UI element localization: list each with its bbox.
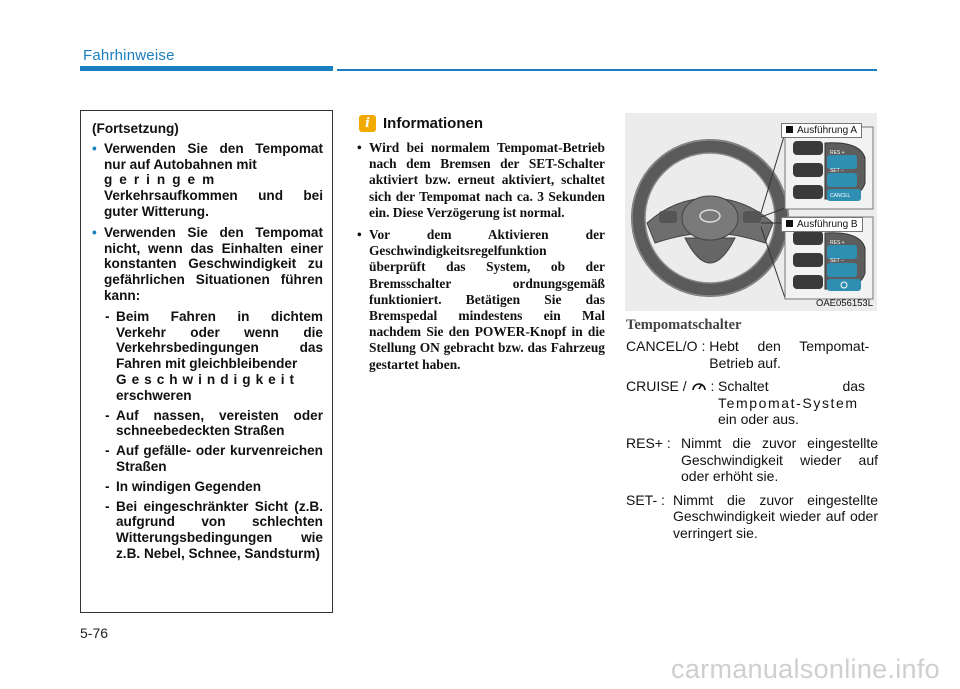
info-body: [357, 140, 605, 379]
info-header: [359, 115, 609, 135]
warning-bullet: • Verwenden Sie den Tempomat nicht, wenn das Einhalten einer konstanten Geschwindigkeit zu gefährlichen Situationen führen kann:: [92, 225, 323, 304]
warning-bullet1-text-c: Verkehrsaufkommen und bei guter Witterung.: [104, 188, 323, 219]
cruise-desc: Nimmt die zuvor eingestellte Geschwindigkeit wieder auf oder verringert sie.: [673, 491, 878, 541]
cruise-speedometer-icon: [691, 379, 707, 393]
warning-box: [80, 110, 333, 613]
cruise-desc-a: Schaltet das: [718, 378, 866, 395]
header-rule-thick: [80, 66, 333, 71]
warning-sub1-text-a: Beim Fahren in dichtem Verkehr oder wenn die Verkehrsbedingungen das Fahren mit gleichbleibender: [116, 308, 323, 372]
cruise-desc: Hebt den Tempomat-Betrieb auf.: [709, 338, 870, 371]
cruise-key: CRUISE /: [626, 378, 687, 395]
warning-sub-item: - In windigen Gegenden: [92, 479, 323, 495]
variant-b-label-text: Ausführung B: [797, 219, 858, 230]
variant-a-label-text: Ausführung A: [797, 125, 858, 136]
cruise-desc: Nimmt die zuvor eingestellte Geschwindigkeit wieder auf oder erhöht sie.: [681, 434, 878, 485]
cruise-title: Tempomatschalter: [626, 317, 742, 333]
info-icon: i: [359, 115, 376, 132]
wheel-hub: [682, 196, 738, 240]
cruise-item-cancel: [626, 338, 878, 371]
variant-a-res-label: RES +: [830, 150, 845, 156]
cruise-key: RES+ :: [626, 434, 671, 451]
watermark: carmanualsonline.info: [671, 654, 940, 684]
header-rule-thin: [337, 69, 877, 71]
cruise-key: SET- :: [626, 491, 665, 508]
steering-wheel-illustration: [625, 113, 877, 311]
variant-a-label: [781, 123, 862, 138]
cruise-desc-c: ein oder aus.: [718, 411, 799, 428]
warning-sub-item: - Auf nassen, vereisten oder schneebedeckten Straßen: [92, 408, 323, 440]
warning-sub1-text-c: erschweren: [116, 387, 192, 403]
variant-b-res-label: RES +: [830, 240, 845, 246]
cruise-item-cruise: [626, 378, 878, 428]
variant-b-label: [781, 217, 863, 232]
cruise-item-res: [626, 435, 878, 485]
warning-sub1-text-b: Geschwindigkeit: [116, 371, 300, 387]
section-title: Fahrhinweise: [83, 47, 175, 64]
figure-caption: OAE056153L: [815, 298, 873, 309]
steering-wheel-figure: [625, 113, 877, 311]
info-item: • Wird bei normalem Tempomat-Betrieb nach dem Bremsen der SET-Schalter aktiviert bzw. erneut aktiviert, schaltet sich der Tempomat nach ca. 3 Sekunden ein. Diese Verzögerung ist normal.: [357, 140, 605, 221]
cruise-desc-b: Tempomat-System: [718, 394, 859, 411]
warning-sub-item: [92, 309, 323, 404]
cruise-key-separator: :: [710, 378, 715, 395]
page-number: 5-76: [80, 625, 109, 641]
cruise-item-set: [626, 492, 878, 542]
warning-continued: (Fortsetzung): [92, 121, 179, 136]
warning-bullet1-text-b: geringem: [104, 172, 222, 188]
warning-bullet: [92, 141, 323, 220]
cruise-desc-line: [718, 378, 878, 395]
cruise-list: [626, 338, 878, 549]
variant-a-set-label: SET −: [830, 168, 844, 174]
warning-bullet1-text-a: Verwenden Sie den Tempomat nur auf Autobahnen mit: [104, 140, 323, 172]
variant-b-set-label: SET −: [830, 258, 844, 264]
warning-sub-item: - Bei eingeschränkter Sicht (z.B. aufgrund von schlechten Witterungsbedingungen wie z.B. Nebel, Schnee, Sandsturm): [92, 499, 323, 562]
cruise-key: CANCEL/O :: [626, 338, 706, 354]
info-title: Informationen: [383, 115, 483, 132]
info-item: • Vor dem Aktivieren der Geschwindigkeitsregelfunktion überprüft das System, ob der Bremsschalter ordnungsgemäß funktioniert. Betätigen Sie das Bremspedal mindestens ein Mal nachdem Sie den POWER-Knopf in die Stellung ON gebracht bzw. das Fahrzeug gestartet haben.: [357, 227, 605, 373]
warning-sub-item: - Auf gefälle- oder kurvenreichen Straßen: [92, 443, 323, 475]
variant-a-cancel-label: CANCEL: [830, 193, 851, 199]
